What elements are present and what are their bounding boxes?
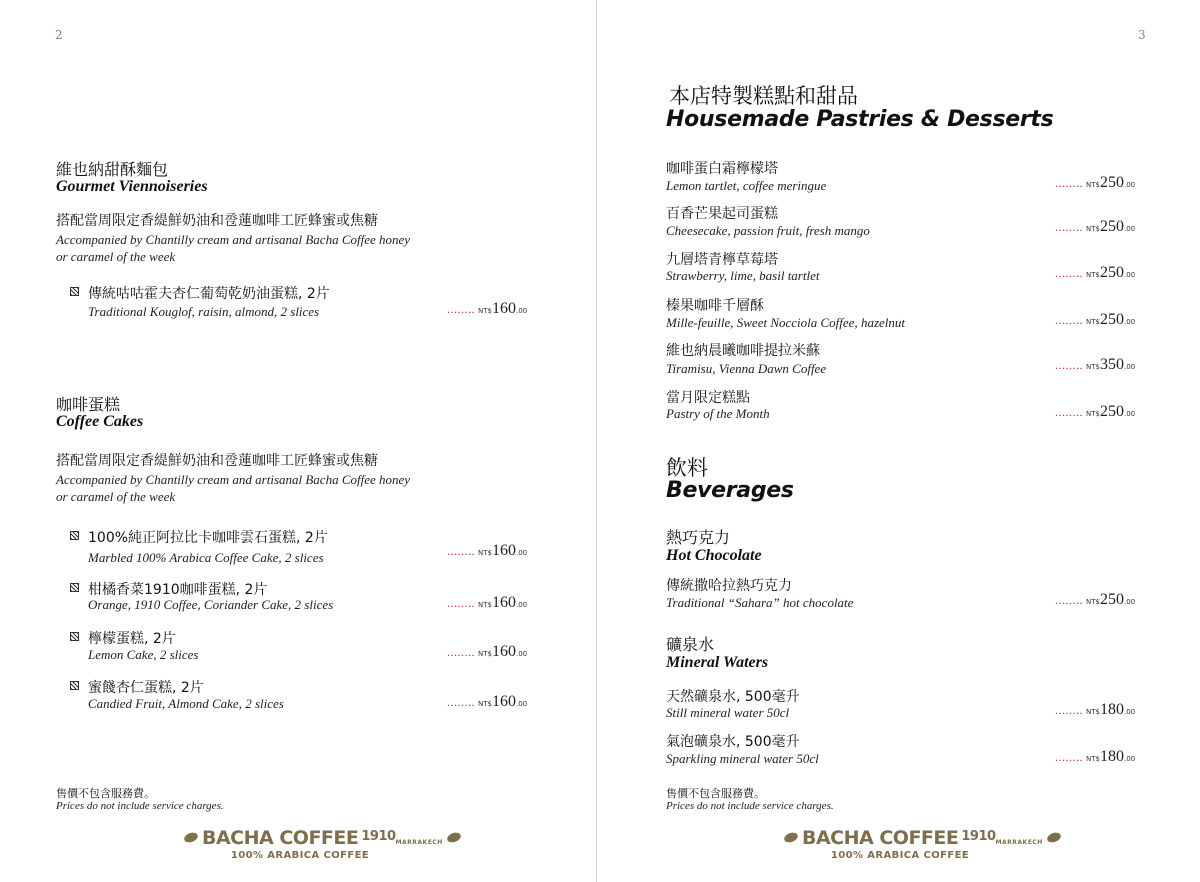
item-name-en: Orange, 1910 Coffee, Coriander Cake, 2 slices	[88, 597, 334, 612]
bullet-icon	[70, 531, 79, 540]
service-note-zh: 售價不包含服務費。	[56, 787, 155, 800]
section-title-zh: 飲料	[666, 456, 708, 480]
coffee-bean-icon	[446, 831, 462, 844]
item-price	[1055, 591, 1135, 609]
logo-name: BACHA COFFEE	[202, 827, 359, 849]
item-name-zh: 咖啡蛋白霜檸檬塔	[666, 161, 778, 177]
section-title-en: Gourmet Viennoiseries	[56, 178, 208, 195]
price-amount: 250	[1099, 591, 1124, 608]
price-amount: 160	[491, 594, 516, 611]
item-name-en: Traditional “Sahara” hot chocolate	[666, 595, 854, 610]
price-amount: 250	[1099, 264, 1124, 281]
price-decimals: .00	[1123, 598, 1136, 606]
price-amount: 250	[1099, 311, 1124, 328]
item-name-zh: 氣泡礦泉水, 500毫升	[666, 734, 800, 750]
price-decimals: .00	[1123, 410, 1136, 418]
item-name-en: Strawberry, lime, basil tartlet	[666, 268, 820, 283]
item-name-zh: 天然礦泉水, 500毫升	[666, 689, 800, 705]
bullet-icon	[70, 632, 79, 641]
price-leader: ........	[1055, 593, 1083, 607]
section-title-zh: 維也納甜酥麵包	[56, 160, 169, 179]
item-price	[1055, 311, 1135, 329]
item-price	[447, 643, 527, 661]
price-currency: NT$	[1086, 708, 1100, 716]
bullet-icon	[70, 287, 79, 296]
item-price	[447, 693, 527, 711]
price-currency: NT$	[1086, 225, 1100, 233]
item-price	[1055, 174, 1135, 192]
bullet-icon	[70, 681, 79, 690]
logo-year: 1910	[361, 829, 396, 844]
section-title-en: Coffee Cakes	[56, 413, 144, 430]
logo-year: 1910	[961, 829, 996, 844]
price-amount: 250	[1099, 403, 1124, 420]
price-currency: NT$	[1086, 363, 1100, 371]
item-name-en: Candied Fruit, Almond Cake, 2 slices	[88, 696, 284, 711]
section-desc-zh: 搭配當周限定香緹鮮奶油和卺蓮咖啡工匠蜂蜜或焦糖	[56, 213, 378, 229]
price-amount: 250	[1099, 218, 1124, 235]
price-currency: NT$	[478, 700, 492, 708]
price-leader: ........	[1055, 313, 1083, 327]
section-title-zh: 咖啡蛋糕	[56, 395, 121, 414]
item-price	[1055, 356, 1135, 374]
logo-city: MARRAKECH	[395, 839, 443, 846]
price-currency: NT$	[1086, 410, 1100, 418]
price-currency: NT$	[478, 650, 492, 658]
price-currency: NT$	[478, 601, 492, 609]
coffee-bean-icon	[783, 831, 799, 844]
price-currency: NT$	[1086, 755, 1100, 763]
price-leader: ........	[1055, 266, 1083, 280]
right-page	[597, 0, 1200, 882]
item-name-en: Cheesecake, passion fruit, fresh mango	[666, 223, 870, 238]
item-price	[1055, 403, 1135, 421]
price-amount: 250	[1099, 174, 1124, 191]
price-currency: NT$	[1086, 318, 1100, 326]
section-title-zh: 熱巧克力	[666, 528, 731, 547]
price-leader: ........	[447, 645, 475, 659]
item-name-zh: 100%純正阿拉比卡咖啡雲石蛋糕, 2片	[88, 530, 328, 546]
item-name-zh: 傳統撒哈拉熱巧克力	[666, 578, 792, 594]
price-decimals: .00	[1123, 181, 1136, 189]
section-desc-zh: 搭配當周限定香緹鮮奶油和卺蓮咖啡工匠蜂蜜或焦糖	[56, 453, 378, 469]
price-leader: ........	[1055, 176, 1083, 190]
price-currency: NT$	[1086, 181, 1100, 189]
item-name-zh: 維也納晨曦咖啡提拉米蘇	[666, 343, 820, 359]
price-decimals: .00	[1123, 225, 1136, 233]
price-amount: 180	[1099, 748, 1124, 765]
item-price	[1055, 701, 1135, 719]
section-title-zh: 礦泉水	[666, 635, 715, 654]
item-price	[1055, 264, 1135, 282]
bullet-icon	[70, 583, 79, 592]
price-decimals: .00	[515, 307, 528, 315]
item-name-en: Still mineral water 50cl	[666, 705, 790, 720]
item-name-en: Lemon tartlet, coffee meringue	[666, 178, 827, 193]
logo-name: BACHA COFFEE	[802, 827, 959, 849]
price-decimals: .00	[1123, 318, 1136, 326]
service-note-en: Prices do not include service charges.	[56, 800, 224, 812]
section-desc-en: or caramel of the week	[56, 489, 176, 504]
price-leader: ........	[447, 302, 475, 316]
item-name-zh: 蜜餞杏仁蛋糕, 2片	[88, 680, 204, 696]
price-decimals: .00	[515, 549, 528, 557]
service-note-en: Prices do not include service charges.	[666, 800, 834, 812]
price-decimals: .00	[515, 700, 528, 708]
price-leader: ........	[1055, 405, 1083, 419]
item-price	[447, 300, 527, 318]
item-name-zh: 當月限定糕點	[666, 390, 750, 406]
section-title-en: Beverages	[666, 478, 794, 503]
price-leader: ........	[1055, 703, 1083, 717]
price-amount: 160	[491, 300, 516, 317]
price-decimals: .00	[1123, 755, 1136, 763]
bacha-coffee-logo	[180, 827, 443, 861]
left-page	[0, 0, 596, 882]
price-decimals: .00	[515, 601, 528, 609]
item-price	[1055, 748, 1135, 766]
section-desc-en: or caramel of the week	[56, 249, 176, 264]
price-currency: NT$	[478, 549, 492, 557]
section-title-en: Hot Chocolate	[666, 547, 762, 564]
logo-tagline: 100% ARABICA COFFEE	[830, 850, 970, 861]
item-name-zh: 百香芒果起司蛋糕	[666, 206, 778, 222]
price-leader: ........	[1055, 750, 1083, 764]
coffee-bean-icon	[1046, 831, 1062, 844]
item-name-en: Tiramisu, Vienna Dawn Coffee	[666, 361, 827, 376]
section-title-zh: 本店特製糕點和甜品	[669, 84, 858, 108]
item-name-zh: 榛果咖啡千層酥	[666, 298, 764, 314]
item-name-en: Mille-feuille, Sweet Nocciola Coffee, hazelnut	[666, 315, 905, 330]
price-leader: ........	[1055, 358, 1083, 372]
price-amount: 350	[1099, 356, 1124, 373]
price-leader: ........	[447, 544, 475, 558]
price-amount: 160	[491, 693, 516, 710]
price-currency: NT$	[478, 307, 492, 315]
price-decimals: .00	[515, 650, 528, 658]
price-leader: ........	[447, 596, 475, 610]
item-name-en: Pastry of the Month	[666, 406, 770, 421]
item-name-en: Sparkling mineral water 50cl	[666, 751, 819, 766]
section-title-en: Housemade Pastries & Desserts	[666, 107, 1054, 132]
item-price	[447, 594, 527, 612]
service-note-zh: 售價不包含服務費。	[666, 787, 765, 800]
logo-tagline: 100% ARABICA COFFEE	[230, 850, 370, 861]
price-amount: 160	[491, 643, 516, 660]
page-number: 2	[55, 28, 63, 42]
page-number: 3	[1138, 28, 1146, 42]
logo-city: MARRAKECH	[995, 839, 1043, 846]
section-desc-en: Accompanied by Chantilly cream and artisanal Bacha Coffee honey	[56, 472, 411, 487]
price-currency: NT$	[1086, 598, 1100, 606]
price-amount: 160	[491, 542, 516, 559]
item-price	[447, 542, 527, 560]
item-name-zh: 柑橘香菜1910咖啡蛋糕, 2片	[88, 582, 268, 598]
price-leader: ........	[1055, 220, 1083, 234]
item-name-zh: 檸檬蛋糕, 2片	[88, 631, 176, 647]
price-leader: ........	[447, 695, 475, 709]
coffee-bean-icon	[183, 831, 199, 844]
item-name-zh: 傳統咕咕霍夫杏仁葡萄乾奶油蛋糕, 2片	[88, 286, 330, 302]
section-title-en: Mineral Waters	[666, 654, 769, 671]
price-decimals: .00	[1123, 271, 1136, 279]
item-price	[1055, 218, 1135, 236]
section-desc-en: Accompanied by Chantilly cream and artisanal Bacha Coffee honey	[56, 232, 411, 247]
item-name-zh: 九層塔青檸草莓塔	[666, 252, 778, 268]
price-decimals: .00	[1123, 363, 1136, 371]
item-name-en: Traditional Kouglof, raisin, almond, 2 slices	[88, 304, 320, 319]
price-currency: NT$	[1086, 271, 1100, 279]
item-name-en: Marbled 100% Arabica Coffee Cake, 2 slices	[88, 550, 324, 565]
price-amount: 180	[1099, 701, 1124, 718]
price-decimals: .00	[1123, 708, 1136, 716]
item-name-en: Lemon Cake, 2 slices	[88, 647, 199, 662]
bacha-coffee-logo	[780, 827, 1043, 861]
